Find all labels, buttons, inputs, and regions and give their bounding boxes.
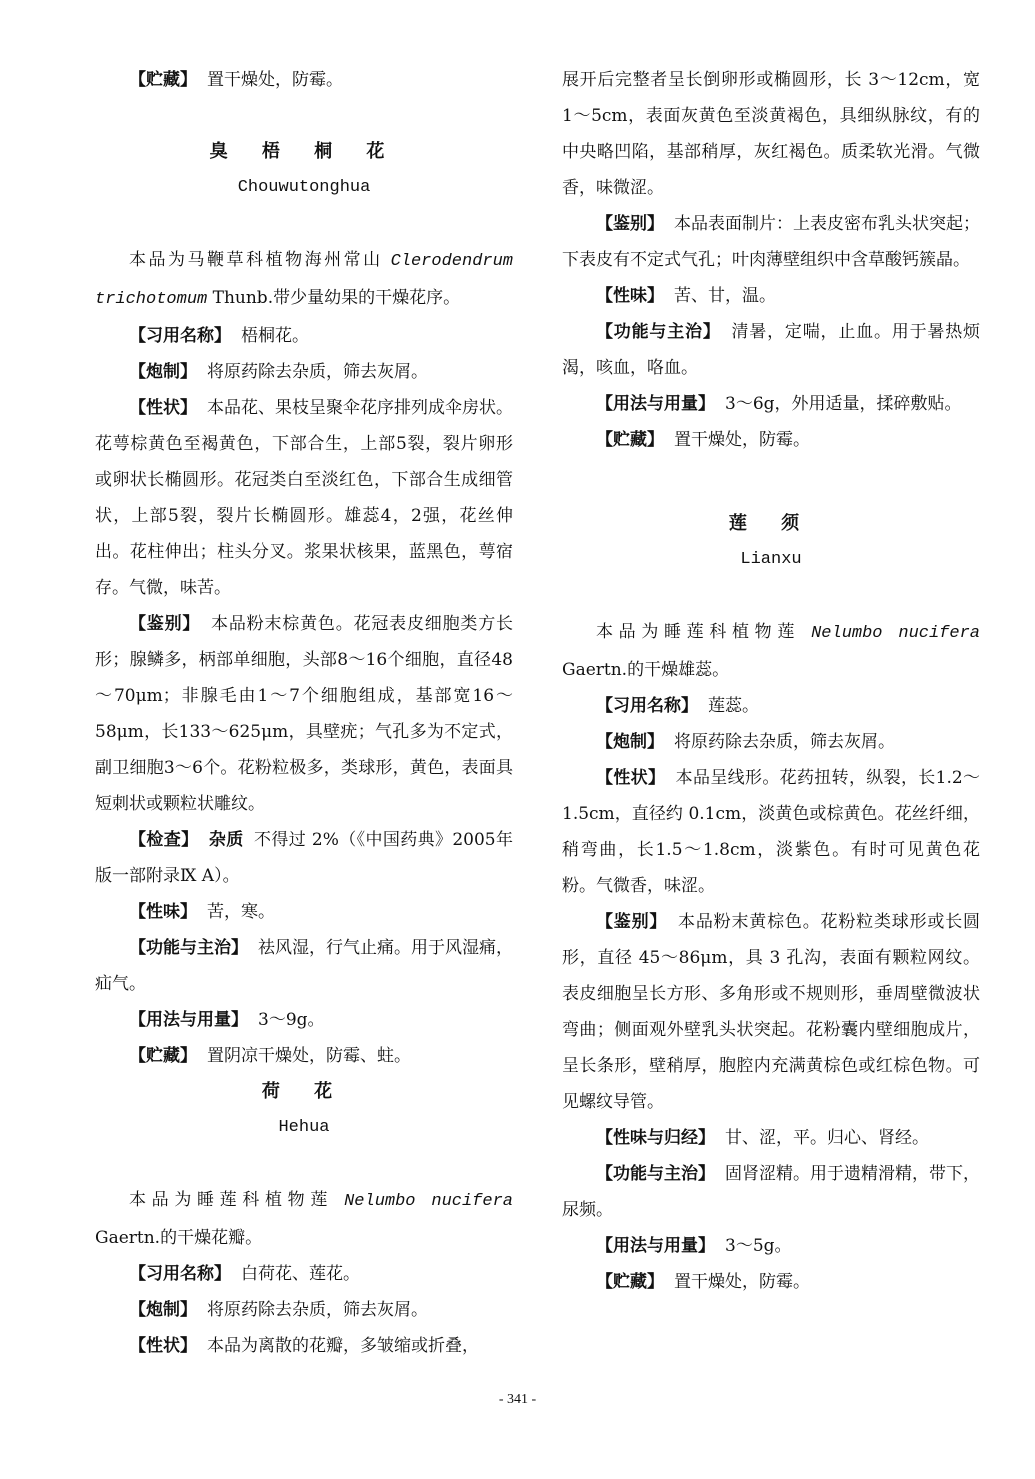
right-column bbox=[562, 62, 980, 1300]
monograph-intro bbox=[562, 614, 980, 688]
section-text: 置干燥处，防霉。 bbox=[207, 70, 343, 90]
section-text: 不得过 2%（《中国药典》2005年版一部附录Ⅸ A）。 bbox=[95, 830, 514, 886]
section-tag: 【性味】 bbox=[129, 902, 197, 922]
section-text: 将原药除去杂质，筛去灰屑。 bbox=[207, 1300, 428, 1320]
usage-entry bbox=[95, 1002, 513, 1038]
taste-entry bbox=[562, 278, 980, 314]
section-tag: 【炮制】 bbox=[129, 1300, 197, 1320]
monograph-intro bbox=[95, 242, 513, 318]
section-tag: 【功能与主治】 bbox=[129, 938, 248, 958]
section-text: 本品花、果枝呈聚伞花序排列成伞房状。花萼棕黄色至褐黄色，下部合生，上部5裂，裂片卵形或卵状长椭圆形。花冠类白至淡红色，下部合生成细管状，上部5裂，裂片长椭圆形。雄蕊4，2强，花丝伸出。花柱伸出；柱头分叉。浆果状核果，蓝黑色，萼宿存。气微，味苦。 bbox=[95, 398, 513, 598]
section-tag: 【用法与用量】 bbox=[596, 394, 715, 414]
common-name-entry bbox=[95, 318, 513, 354]
storage-entry bbox=[562, 422, 980, 458]
section-text: 苦、甘，温。 bbox=[674, 286, 776, 306]
section-text: 将原药除去杂质，筛去灰屑。 bbox=[674, 732, 895, 752]
section-tag: 【贮藏】 bbox=[129, 70, 197, 90]
usage-entry bbox=[562, 386, 980, 422]
taste-entry bbox=[95, 894, 513, 930]
section-text: 本品表面制片：上表皮密布乳头状突起；下表皮有不定式气孔；叶肉薄壁组织中含草酸钙簇晶。 bbox=[562, 214, 980, 270]
section-tag: 【炮制】 bbox=[596, 732, 664, 752]
monograph-title-pinyin: Chouwutonghua bbox=[237, 178, 371, 197]
section-text: 3～6g，外用适量，揉碎敷贴。 bbox=[725, 394, 962, 414]
section-tag: 【性味】 bbox=[596, 286, 664, 306]
page-number: - 341 - bbox=[498, 1392, 537, 1407]
section-text: 本品粉末黄棕色。花粉粒类球形或长圆形，直径 45～86μm，具 3 孔沟，表面有颗粒网纹。表皮细胞呈长方形、多角形或不规则形，垂周壁微波状弯曲；侧面观外壁乳头状突起。花粉囊内壁细胞成片，呈长条形，壁稍厚，胞腔内充满黄棕色或红棕色物。可见螺纹导管。 bbox=[562, 912, 981, 1112]
common-name-entry bbox=[562, 688, 980, 724]
section-tag: 【炮制】 bbox=[129, 362, 197, 382]
section-tag: 【检查】 bbox=[129, 830, 199, 850]
section-tag: 【功能与主治】 bbox=[596, 1164, 715, 1184]
function-entry bbox=[95, 930, 513, 1002]
monograph-title-cn: 臭 梧 桐 花 bbox=[209, 141, 399, 162]
section-text: 莲蕊。 bbox=[708, 696, 759, 716]
description-entry bbox=[95, 1328, 513, 1364]
section-tag: 【性状】 bbox=[596, 768, 666, 788]
description-continued: 展开后完整者呈长倒卵形或椭圆形，长 3～12cm，宽 1～5cm，表面灰黄色至淡黄褐色，具细纵脉纹，有的中央略凹陷，基部稍厚，灰红褐色。质柔软光滑。气微香，味微涩。 bbox=[562, 70, 980, 198]
latin-name: Nelumbo nucifera bbox=[344, 1192, 513, 1211]
monograph-title-pinyin: Lianxu bbox=[740, 550, 802, 569]
section-tag: 【习用名称】 bbox=[129, 1264, 231, 1284]
section-tag: 【贮藏】 bbox=[596, 1272, 664, 1292]
section-text: 置干燥处，防霉。 bbox=[674, 1272, 810, 1292]
processing-entry bbox=[562, 724, 980, 760]
section-text: 清暑，定喘，止血。用于暑热烦渴，咳血，咯血。 bbox=[562, 322, 981, 378]
section-tag: 【用法与用量】 bbox=[129, 1010, 248, 1030]
processing-entry bbox=[95, 1292, 513, 1328]
usage-entry bbox=[562, 1228, 980, 1264]
identification-entry bbox=[95, 606, 513, 822]
section-tag: 【贮藏】 bbox=[596, 430, 664, 450]
prev-storage-entry bbox=[95, 62, 513, 98]
section-text: 3～9g。 bbox=[258, 1010, 325, 1030]
inspection-entry bbox=[95, 822, 513, 894]
section-tag: 【用法与用量】 bbox=[596, 1236, 715, 1256]
identification-entry bbox=[562, 206, 980, 278]
section-text: 固肾涩精。用于遗精滑精，带下，尿频。 bbox=[562, 1164, 980, 1220]
section-text: 置干燥处，防霉。 bbox=[674, 430, 810, 450]
processing-entry bbox=[95, 354, 513, 390]
section-text: 甘、涩，平。归心、肾经。 bbox=[725, 1128, 929, 1148]
identification-entry bbox=[562, 904, 980, 1120]
storage-entry bbox=[95, 1038, 513, 1074]
latin-name: Nelumbo nucifera bbox=[811, 624, 980, 643]
section-tag: 【性味与归经】 bbox=[596, 1128, 715, 1148]
section-tag: 【鉴别】 bbox=[596, 912, 668, 932]
section-text: 本品为离散的花瓣，多皱缩或折叠， bbox=[207, 1336, 479, 1356]
intro-text: 本品为睡莲科植物莲 bbox=[129, 1190, 345, 1210]
section-tag: 【贮藏】 bbox=[129, 1046, 197, 1066]
intro-text: 本品为睡莲科植物莲 bbox=[596, 622, 812, 642]
monograph-title-pinyin: Hehua bbox=[278, 1118, 330, 1137]
section-text: 苦，寒。 bbox=[207, 902, 275, 922]
latin-name: Clerodendrum trichotomum bbox=[95, 252, 513, 309]
function-entry bbox=[562, 1156, 980, 1228]
monograph-intro bbox=[95, 1182, 513, 1256]
monograph-title-cn: 荷 花 bbox=[261, 1081, 347, 1102]
section-text: 置阴凉干燥处，防霉、蛀。 bbox=[207, 1046, 411, 1066]
section-text: 将原药除去杂质，筛去灰屑。 bbox=[207, 362, 428, 382]
description-entry bbox=[95, 390, 513, 606]
section-tag: 【性状】 bbox=[129, 398, 197, 418]
intro-text-end: Gaertn.的干燥花瓣。 bbox=[95, 1228, 263, 1248]
section-tag: 【性状】 bbox=[129, 1336, 197, 1356]
section-text: 祛风湿，行气止痛。用于风湿痛，疝气。 bbox=[95, 938, 513, 994]
section-text: 3～5g。 bbox=[725, 1236, 792, 1256]
section-tag: 【习用名称】 bbox=[129, 326, 231, 346]
intro-text: 本品为马鞭草科植物海州常山 bbox=[129, 250, 391, 270]
section-tag: 【鉴别】 bbox=[596, 214, 664, 234]
section-tag: 【鉴别】 bbox=[129, 614, 201, 634]
function-entry bbox=[562, 314, 980, 386]
section-tag: 【功能与主治】 bbox=[596, 322, 721, 342]
common-name-entry bbox=[95, 1256, 513, 1292]
storage-entry bbox=[562, 1264, 980, 1300]
section-text: 白荷花、莲花。 bbox=[241, 1264, 360, 1284]
description-entry bbox=[562, 760, 980, 904]
section-text: 本品粉末棕黄色。花冠表皮细胞类方长形；腺鳞多，柄部单细胞，头部8～16个细胞，直径48～70μm；非腺毛由1～7个细胞组成，基部宽16～58μm，长133～625μm，具壁疣；气孔多为不定式，副卫细胞3～6个。花粉粒极多，类球形，黄色，表面具短刺状或颗粒状雕纹。 bbox=[95, 614, 514, 814]
intro-text-end: Thunb.带少量幼果的干燥花序。 bbox=[207, 288, 461, 308]
section-text: 梧桐花。 bbox=[241, 326, 309, 346]
left-column bbox=[95, 62, 513, 1364]
intro-text-end: Gaertn.的干燥雄蕊。 bbox=[562, 660, 730, 680]
inspection-subtag: 杂质 bbox=[208, 830, 244, 850]
section-text: 本品呈线形。花药扭转，纵裂，长1.2～1.5cm，直径约 0.1cm，淡黄色或棕黄色。花丝纤细，稍弯曲，长1.5～1.8cm，淡紫色。有时可见黄色花粉。气微香，味涩。 bbox=[562, 768, 980, 896]
taste-meridian-entry bbox=[562, 1120, 980, 1156]
section-tag: 【习用名称】 bbox=[596, 696, 698, 716]
monograph-title-cn: 莲 须 bbox=[728, 513, 814, 534]
